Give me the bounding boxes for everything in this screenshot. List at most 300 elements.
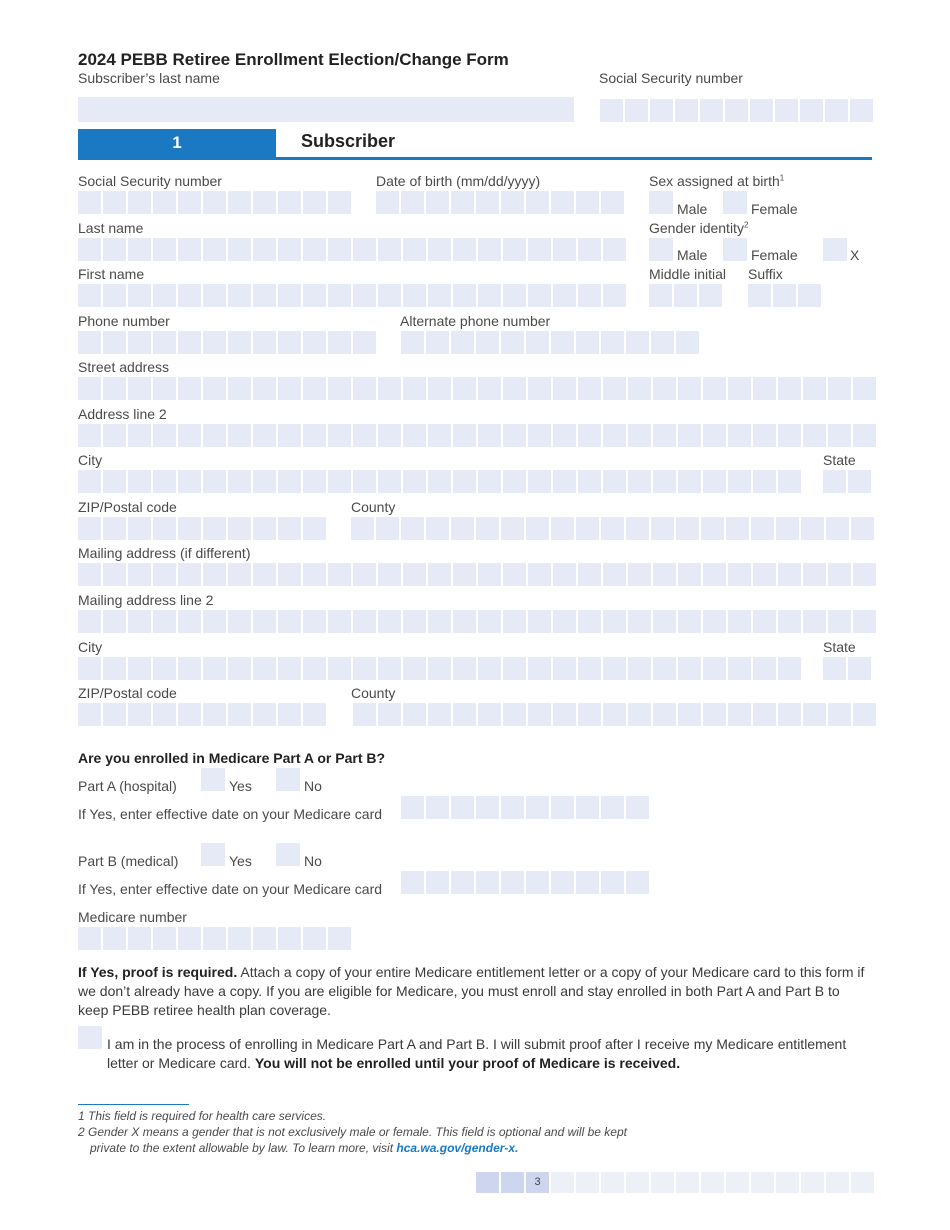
char-box[interactable] xyxy=(78,657,103,680)
char-box[interactable] xyxy=(78,284,103,307)
char-box[interactable] xyxy=(153,191,178,214)
char-box[interactable] xyxy=(378,284,403,307)
char-box[interactable] xyxy=(778,563,803,586)
char-box[interactable] xyxy=(501,331,526,354)
county-input[interactable] xyxy=(351,517,876,540)
char-box[interactable] xyxy=(853,377,878,400)
char-box[interactable] xyxy=(826,517,851,540)
char-box[interactable] xyxy=(528,238,553,261)
county2-input[interactable] xyxy=(353,703,878,726)
char-box[interactable] xyxy=(653,657,678,680)
char-box[interactable] xyxy=(678,610,703,633)
char-box[interactable] xyxy=(828,610,853,633)
char-box[interactable] xyxy=(278,470,303,493)
char-box[interactable] xyxy=(848,470,873,493)
char-box[interactable] xyxy=(403,377,428,400)
char-box[interactable] xyxy=(649,284,674,307)
char-box[interactable] xyxy=(401,191,426,214)
char-box[interactable] xyxy=(426,871,451,894)
char-box[interactable] xyxy=(426,517,451,540)
char-box[interactable] xyxy=(453,657,478,680)
char-box[interactable] xyxy=(576,871,601,894)
char-box[interactable] xyxy=(778,703,803,726)
char-box[interactable] xyxy=(253,470,278,493)
char-box[interactable] xyxy=(153,657,178,680)
char-box[interactable] xyxy=(103,657,128,680)
char-box[interactable] xyxy=(828,424,853,447)
char-box[interactable] xyxy=(253,331,278,354)
char-box[interactable] xyxy=(798,284,823,307)
char-box[interactable] xyxy=(553,563,578,586)
char-box[interactable] xyxy=(451,331,476,354)
char-box[interactable] xyxy=(328,284,353,307)
char-box[interactable] xyxy=(78,927,103,950)
char-box[interactable] xyxy=(703,470,728,493)
char-box[interactable] xyxy=(203,424,228,447)
char-box[interactable] xyxy=(278,563,303,586)
char-box[interactable] xyxy=(353,377,378,400)
char-box[interactable] xyxy=(228,517,253,540)
char-box[interactable] xyxy=(228,238,253,261)
char-box[interactable] xyxy=(403,284,428,307)
char-box[interactable] xyxy=(278,657,303,680)
char-box[interactable] xyxy=(153,470,178,493)
in-process-checkbox[interactable] xyxy=(78,1026,102,1049)
char-box[interactable] xyxy=(103,284,128,307)
char-box[interactable] xyxy=(478,703,503,726)
char-box[interactable] xyxy=(228,284,253,307)
medicare-number-input[interactable] xyxy=(78,927,353,950)
char-box[interactable] xyxy=(451,517,476,540)
char-box[interactable] xyxy=(503,657,528,680)
char-box[interactable] xyxy=(303,191,328,214)
char-box[interactable] xyxy=(153,563,178,586)
char-box[interactable] xyxy=(503,563,528,586)
char-box[interactable] xyxy=(626,517,651,540)
char-box[interactable] xyxy=(578,657,603,680)
char-box[interactable] xyxy=(703,377,728,400)
mailing2-input[interactable] xyxy=(78,610,878,633)
char-box[interactable] xyxy=(576,796,601,819)
char-box[interactable] xyxy=(678,424,703,447)
char-box[interactable] xyxy=(203,191,228,214)
char-box[interactable] xyxy=(153,517,178,540)
char-box[interactable] xyxy=(103,703,128,726)
char-box[interactable] xyxy=(403,703,428,726)
char-box[interactable] xyxy=(78,377,103,400)
char-box[interactable] xyxy=(78,470,103,493)
char-box[interactable] xyxy=(650,99,675,122)
char-box[interactable] xyxy=(678,563,703,586)
char-box[interactable] xyxy=(478,424,503,447)
char-box[interactable] xyxy=(453,563,478,586)
char-box[interactable] xyxy=(403,470,428,493)
char-box[interactable] xyxy=(628,703,653,726)
char-box[interactable] xyxy=(78,331,103,354)
char-box[interactable] xyxy=(303,703,328,726)
char-box[interactable] xyxy=(453,470,478,493)
char-box[interactable] xyxy=(253,703,278,726)
char-box[interactable] xyxy=(703,424,728,447)
char-box[interactable] xyxy=(178,610,203,633)
zip2-input[interactable] xyxy=(78,703,328,726)
char-box[interactable] xyxy=(178,927,203,950)
char-box[interactable] xyxy=(853,563,878,586)
char-box[interactable] xyxy=(478,610,503,633)
char-box[interactable] xyxy=(726,517,751,540)
char-box[interactable] xyxy=(601,517,626,540)
char-box[interactable] xyxy=(603,377,628,400)
char-box[interactable] xyxy=(203,470,228,493)
char-box[interactable] xyxy=(378,610,403,633)
char-box[interactable] xyxy=(253,238,278,261)
ssn-input[interactable] xyxy=(78,191,353,214)
char-box[interactable] xyxy=(853,610,878,633)
char-box[interactable] xyxy=(78,610,103,633)
char-box[interactable] xyxy=(776,517,801,540)
char-box[interactable] xyxy=(678,470,703,493)
char-box[interactable] xyxy=(78,238,103,261)
char-box[interactable] xyxy=(78,191,103,214)
char-box[interactable] xyxy=(303,657,328,680)
char-box[interactable] xyxy=(351,517,376,540)
char-box[interactable] xyxy=(178,377,203,400)
part-b-yes-checkbox[interactable] xyxy=(201,843,225,866)
char-box[interactable] xyxy=(576,517,601,540)
char-box[interactable] xyxy=(228,424,253,447)
char-box[interactable] xyxy=(453,610,478,633)
char-box[interactable] xyxy=(303,927,328,950)
char-box[interactable] xyxy=(228,191,253,214)
char-box[interactable] xyxy=(203,563,228,586)
part-a-date-input[interactable] xyxy=(401,796,651,819)
char-box[interactable] xyxy=(503,424,528,447)
char-box[interactable] xyxy=(178,238,203,261)
char-box[interactable] xyxy=(603,238,628,261)
char-box[interactable] xyxy=(378,470,403,493)
gender-female-checkbox[interactable] xyxy=(723,238,747,261)
char-box[interactable] xyxy=(228,377,253,400)
char-box[interactable] xyxy=(353,284,378,307)
char-box[interactable] xyxy=(303,331,328,354)
char-box[interactable] xyxy=(278,238,303,261)
char-box[interactable] xyxy=(676,517,701,540)
char-box[interactable] xyxy=(426,796,451,819)
char-box[interactable] xyxy=(401,517,426,540)
char-box[interactable] xyxy=(603,284,628,307)
char-box[interactable] xyxy=(278,191,303,214)
char-box[interactable] xyxy=(378,238,403,261)
char-box[interactable] xyxy=(328,610,353,633)
char-box[interactable] xyxy=(328,191,353,214)
char-box[interactable] xyxy=(128,610,153,633)
char-box[interactable] xyxy=(228,927,253,950)
char-box[interactable] xyxy=(603,470,628,493)
last-name-input[interactable] xyxy=(78,238,628,261)
char-box[interactable] xyxy=(303,517,328,540)
char-box[interactable] xyxy=(128,191,153,214)
city-input[interactable] xyxy=(78,470,803,493)
char-box[interactable] xyxy=(453,284,478,307)
char-box[interactable] xyxy=(603,424,628,447)
char-box[interactable] xyxy=(823,470,848,493)
char-box[interactable] xyxy=(128,377,153,400)
char-box[interactable] xyxy=(526,871,551,894)
char-box[interactable] xyxy=(128,703,153,726)
char-box[interactable] xyxy=(353,238,378,261)
char-box[interactable] xyxy=(528,424,553,447)
char-box[interactable] xyxy=(178,563,203,586)
char-box[interactable] xyxy=(603,563,628,586)
dob-input[interactable] xyxy=(376,191,626,214)
char-box[interactable] xyxy=(203,238,228,261)
char-box[interactable] xyxy=(601,331,626,354)
char-box[interactable] xyxy=(128,517,153,540)
char-box[interactable] xyxy=(603,703,628,726)
char-box[interactable] xyxy=(328,238,353,261)
char-box[interactable] xyxy=(253,517,278,540)
char-box[interactable] xyxy=(501,517,526,540)
char-box[interactable] xyxy=(303,377,328,400)
char-box[interactable] xyxy=(153,927,178,950)
char-box[interactable] xyxy=(803,703,828,726)
char-box[interactable] xyxy=(828,377,853,400)
char-box[interactable] xyxy=(278,377,303,400)
char-box[interactable] xyxy=(401,796,426,819)
address2-input[interactable] xyxy=(78,424,878,447)
state2-input[interactable] xyxy=(823,657,873,680)
char-box[interactable] xyxy=(478,563,503,586)
char-box[interactable] xyxy=(678,657,703,680)
char-box[interactable] xyxy=(353,657,378,680)
char-box[interactable] xyxy=(403,657,428,680)
char-box[interactable] xyxy=(253,424,278,447)
char-box[interactable] xyxy=(428,703,453,726)
char-box[interactable] xyxy=(328,563,353,586)
sex-male-checkbox[interactable] xyxy=(649,191,673,214)
char-box[interactable] xyxy=(253,610,278,633)
char-box[interactable] xyxy=(78,424,103,447)
char-box[interactable] xyxy=(403,238,428,261)
char-box[interactable] xyxy=(476,331,501,354)
char-box[interactable] xyxy=(476,796,501,819)
char-box[interactable] xyxy=(528,657,553,680)
char-box[interactable] xyxy=(253,563,278,586)
char-box[interactable] xyxy=(278,703,303,726)
char-box[interactable] xyxy=(603,657,628,680)
char-box[interactable] xyxy=(578,610,603,633)
char-box[interactable] xyxy=(851,517,876,540)
mailing-input[interactable] xyxy=(78,563,878,586)
char-box[interactable] xyxy=(823,657,848,680)
middle-initial-input[interactable] xyxy=(649,284,724,307)
char-box[interactable] xyxy=(503,703,528,726)
char-box[interactable] xyxy=(801,517,826,540)
char-box[interactable] xyxy=(103,517,128,540)
char-box[interactable] xyxy=(526,796,551,819)
char-box[interactable] xyxy=(178,331,203,354)
gender-male-checkbox[interactable] xyxy=(649,238,673,261)
char-box[interactable] xyxy=(653,563,678,586)
char-box[interactable] xyxy=(626,871,651,894)
char-box[interactable] xyxy=(203,927,228,950)
char-box[interactable] xyxy=(178,703,203,726)
char-box[interactable] xyxy=(428,610,453,633)
char-box[interactable] xyxy=(676,331,701,354)
char-box[interactable] xyxy=(128,657,153,680)
char-box[interactable] xyxy=(103,927,128,950)
char-box[interactable] xyxy=(703,563,728,586)
char-box[interactable] xyxy=(153,284,178,307)
char-box[interactable] xyxy=(601,871,626,894)
char-box[interactable] xyxy=(476,517,501,540)
phone-input[interactable] xyxy=(78,331,378,354)
char-box[interactable] xyxy=(378,424,403,447)
char-box[interactable] xyxy=(753,703,778,726)
part-b-no-checkbox[interactable] xyxy=(276,843,300,866)
char-box[interactable] xyxy=(353,563,378,586)
char-box[interactable] xyxy=(103,331,128,354)
char-box[interactable] xyxy=(401,331,426,354)
char-box[interactable] xyxy=(428,657,453,680)
char-box[interactable] xyxy=(103,470,128,493)
char-box[interactable] xyxy=(353,470,378,493)
char-box[interactable] xyxy=(678,703,703,726)
sex-female-checkbox[interactable] xyxy=(723,191,747,214)
char-box[interactable] xyxy=(778,657,803,680)
char-box[interactable] xyxy=(228,331,253,354)
char-box[interactable] xyxy=(728,610,753,633)
char-box[interactable] xyxy=(653,424,678,447)
alt-phone-input[interactable] xyxy=(401,331,701,354)
char-box[interactable] xyxy=(728,377,753,400)
char-box[interactable] xyxy=(403,563,428,586)
char-box[interactable] xyxy=(478,377,503,400)
char-box[interactable] xyxy=(850,99,875,122)
char-box[interactable] xyxy=(128,331,153,354)
char-box[interactable] xyxy=(178,191,203,214)
char-box[interactable] xyxy=(551,191,576,214)
char-box[interactable] xyxy=(703,657,728,680)
char-box[interactable] xyxy=(576,331,601,354)
char-box[interactable] xyxy=(426,191,451,214)
char-box[interactable] xyxy=(600,99,625,122)
char-box[interactable] xyxy=(753,563,778,586)
char-box[interactable] xyxy=(528,284,553,307)
char-box[interactable] xyxy=(753,377,778,400)
char-box[interactable] xyxy=(701,517,726,540)
char-box[interactable] xyxy=(451,191,476,214)
char-box[interactable] xyxy=(803,377,828,400)
char-box[interactable] xyxy=(476,871,501,894)
char-box[interactable] xyxy=(253,377,278,400)
char-box[interactable] xyxy=(603,610,628,633)
char-box[interactable] xyxy=(478,470,503,493)
char-box[interactable] xyxy=(353,424,378,447)
char-box[interactable] xyxy=(478,238,503,261)
char-box[interactable] xyxy=(303,424,328,447)
char-box[interactable] xyxy=(103,563,128,586)
char-box[interactable] xyxy=(628,563,653,586)
char-box[interactable] xyxy=(153,238,178,261)
char-box[interactable] xyxy=(748,284,773,307)
char-box[interactable] xyxy=(203,517,228,540)
char-box[interactable] xyxy=(751,517,776,540)
char-box[interactable] xyxy=(478,284,503,307)
char-box[interactable] xyxy=(253,657,278,680)
state-input[interactable] xyxy=(823,470,873,493)
char-box[interactable] xyxy=(278,424,303,447)
char-box[interactable] xyxy=(728,470,753,493)
char-box[interactable] xyxy=(476,191,501,214)
char-box[interactable] xyxy=(128,563,153,586)
char-box[interactable] xyxy=(103,377,128,400)
char-box[interactable] xyxy=(553,657,578,680)
char-box[interactable] xyxy=(253,191,278,214)
char-box[interactable] xyxy=(626,331,651,354)
char-box[interactable] xyxy=(753,657,778,680)
char-box[interactable] xyxy=(501,191,526,214)
char-box[interactable] xyxy=(853,703,878,726)
char-box[interactable] xyxy=(551,331,576,354)
char-box[interactable] xyxy=(501,796,526,819)
char-box[interactable] xyxy=(553,377,578,400)
char-box[interactable] xyxy=(674,284,699,307)
char-box[interactable] xyxy=(353,610,378,633)
char-box[interactable] xyxy=(753,470,778,493)
char-box[interactable] xyxy=(103,238,128,261)
char-box[interactable] xyxy=(828,563,853,586)
char-box[interactable] xyxy=(503,377,528,400)
char-box[interactable] xyxy=(553,284,578,307)
char-box[interactable] xyxy=(699,284,724,307)
char-box[interactable] xyxy=(551,517,576,540)
char-box[interactable] xyxy=(578,238,603,261)
char-box[interactable] xyxy=(628,470,653,493)
char-box[interactable] xyxy=(503,284,528,307)
char-box[interactable] xyxy=(303,238,328,261)
char-box[interactable] xyxy=(78,703,103,726)
char-box[interactable] xyxy=(228,563,253,586)
char-box[interactable] xyxy=(253,927,278,950)
char-box[interactable] xyxy=(178,517,203,540)
char-box[interactable] xyxy=(703,703,728,726)
char-box[interactable] xyxy=(601,796,626,819)
first-name-input[interactable] xyxy=(78,284,628,307)
char-box[interactable] xyxy=(278,927,303,950)
char-box[interactable] xyxy=(625,99,650,122)
char-box[interactable] xyxy=(503,610,528,633)
char-box[interactable] xyxy=(128,284,153,307)
char-box[interactable] xyxy=(228,470,253,493)
char-box[interactable] xyxy=(728,424,753,447)
char-box[interactable] xyxy=(376,191,401,214)
char-box[interactable] xyxy=(675,99,700,122)
char-box[interactable] xyxy=(78,563,103,586)
char-box[interactable] xyxy=(376,517,401,540)
char-box[interactable] xyxy=(128,238,153,261)
char-box[interactable] xyxy=(428,424,453,447)
char-box[interactable] xyxy=(203,657,228,680)
char-box[interactable] xyxy=(803,424,828,447)
char-box[interactable] xyxy=(203,377,228,400)
char-box[interactable] xyxy=(753,424,778,447)
char-box[interactable] xyxy=(576,191,601,214)
part-a-yes-checkbox[interactable] xyxy=(201,768,225,791)
char-box[interactable] xyxy=(578,470,603,493)
zip-input[interactable] xyxy=(78,517,328,540)
char-box[interactable] xyxy=(228,657,253,680)
